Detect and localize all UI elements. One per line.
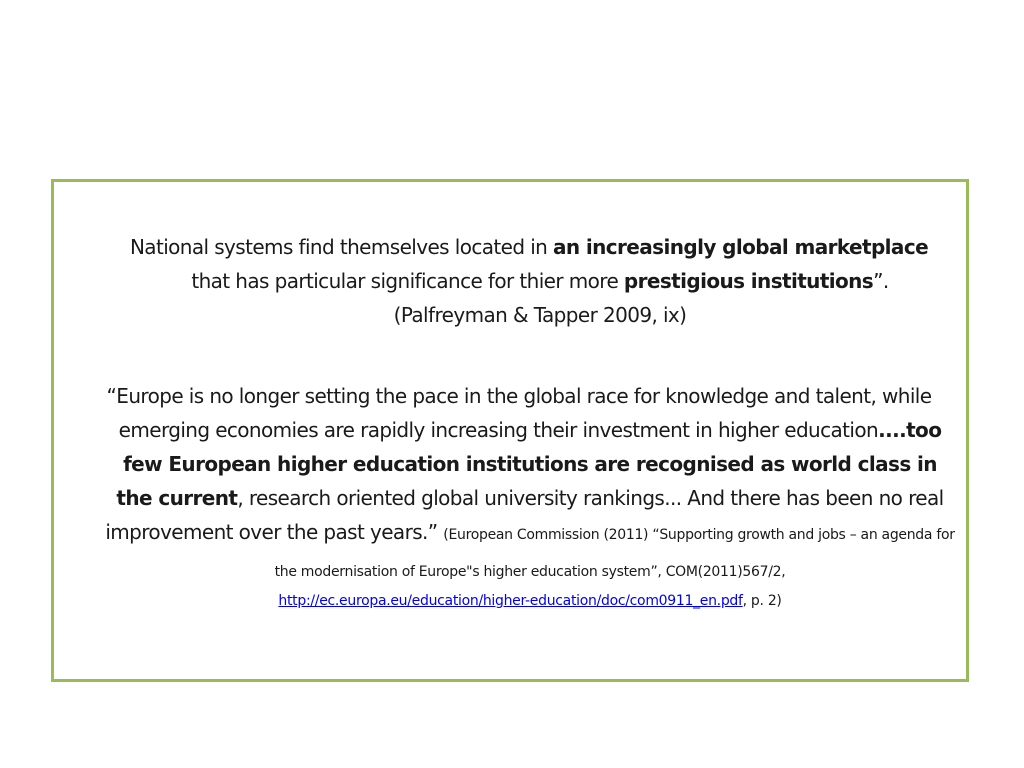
quote-european-commission	[54, 379, 966, 613]
para1-bold-2: prestigious institutions	[623, 269, 874, 293]
quote-palfreyman	[54, 230, 966, 332]
para2-text-2: , research oriented global university rankings... And there has been no real improvement over the past years.”	[105, 486, 944, 544]
para1-bold-1: an increasingly global marketplace	[552, 235, 929, 259]
para1-text-2: that has particular significance for thier more	[191, 269, 624, 293]
para2-text-1: “Europe is no longer setting the pace in the global race for knowledge and talent, while emerging economies are rapidly increasing their investment in higher education	[106, 384, 932, 442]
para2-bold-1: ....too few European higher education institutions are recognised as world class in the current	[116, 418, 942, 510]
citation-link-line	[104, 589, 956, 613]
para1-text-1: National systems find themselves located in	[129, 235, 553, 259]
citation-page: , p. 2)	[742, 593, 782, 609]
para1-text-3: ”. (Palfreyman & Tapper 2009, ix)	[393, 269, 889, 327]
citation-link[interactable]: http://ec.europa.eu/education/higher-education/doc/com0911_en.pdf	[278, 593, 743, 609]
citation-text: (European Commission (2011) “Supporting growth and jobs – an agenda for the modernisation of Europe"s higher education system”, COM(2011)567/2,	[274, 527, 955, 580]
quote-box	[51, 179, 969, 682]
